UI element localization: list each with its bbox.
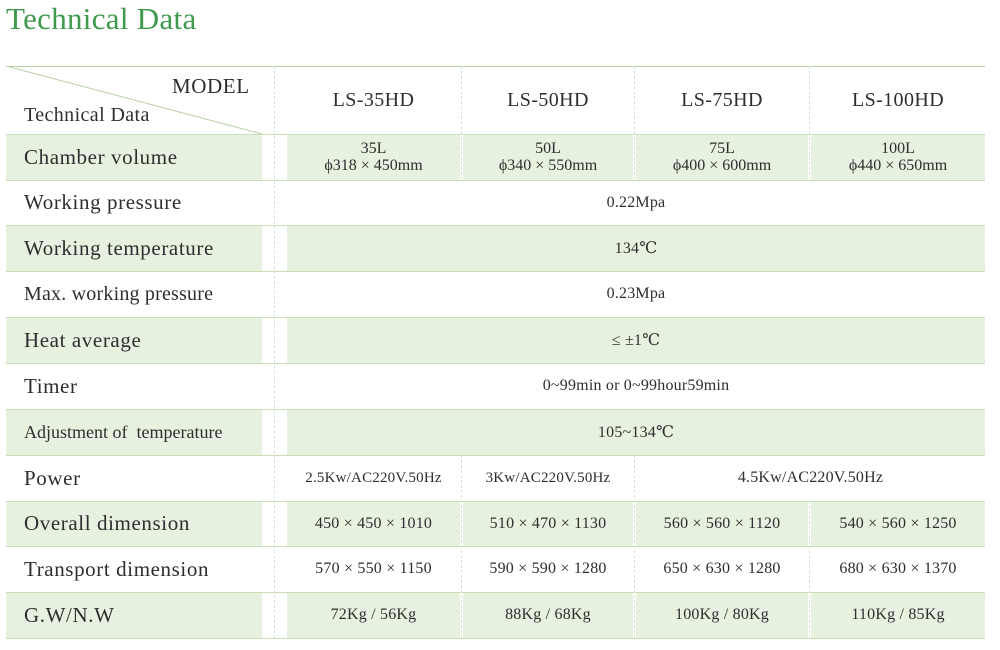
model-ls-35hd: LS-35HD xyxy=(287,66,460,134)
volume-value: 75L xyxy=(709,140,735,157)
power-ls-75hd-ls-100hd: 4.5Kw/AC220V.50Hz xyxy=(636,455,985,501)
volume-value: 35L xyxy=(360,140,387,157)
transport-dimension-ls-100hd: 680 × 630 × 1370 xyxy=(811,546,985,592)
row-divider xyxy=(6,546,985,547)
label-working-temperature: Working temperature xyxy=(6,225,262,271)
weight-ls-35hd: 72Kg / 56Kg xyxy=(287,592,460,638)
row-timer xyxy=(0,363,1000,409)
chamber-size-value: ϕ400 × 600mm xyxy=(672,157,772,174)
row-divider xyxy=(6,225,985,226)
chamber-volume-ls-35hd xyxy=(287,134,460,180)
label-chamber-volume: Chamber volume xyxy=(6,134,262,180)
header-row xyxy=(0,66,1000,134)
overall-dimension-ls-50hd: 510 × 470 × 1130 xyxy=(463,501,633,546)
overall-dimension-ls-75hd: 560 × 560 × 1120 xyxy=(636,501,808,546)
page-title: Technical Data xyxy=(6,1,197,36)
transport-dimension-ls-75hd: 650 × 630 × 1280 xyxy=(636,546,808,592)
column-separator xyxy=(461,66,462,180)
row-divider xyxy=(6,271,985,272)
volume-value: 100L xyxy=(881,140,915,157)
timer-value: 0~99min or 0~99hour59min xyxy=(287,363,985,409)
transport-dimension-ls-50hd: 590 × 590 × 1280 xyxy=(463,546,633,592)
chamber-volume-ls-100hd xyxy=(811,134,985,180)
row-transport-dimension xyxy=(0,546,1000,592)
chamber-volume-ls-75hd xyxy=(636,134,808,180)
corner-model-label: MODEL xyxy=(172,74,250,98)
chamber-volume-ls-50hd xyxy=(463,134,633,180)
transport-dimension-ls-35hd: 570 × 550 × 1150 xyxy=(287,546,460,592)
row-adjustment-of-temperature xyxy=(0,409,1000,455)
working-temperature-value: 134℃ xyxy=(287,225,985,271)
chamber-size-value: ϕ318 × 450mm xyxy=(324,157,423,174)
working-pressure-value: 0.22Mpa xyxy=(287,180,985,225)
label-power: Power xyxy=(6,455,262,501)
column-separator xyxy=(634,66,635,180)
weight-ls-100hd: 110Kg / 85Kg xyxy=(811,592,985,638)
label-transport-dimension: Transport dimension xyxy=(6,546,262,592)
volume-value: 50L xyxy=(535,140,561,157)
overall-dimension-ls-35hd: 450 × 450 × 1010 xyxy=(287,501,460,546)
row-divider xyxy=(6,180,985,181)
row-max-working-pressure xyxy=(0,271,1000,317)
label-heat-average: Heat average xyxy=(6,317,262,363)
row-divider xyxy=(6,501,985,502)
model-ls-75hd: LS-75HD xyxy=(636,66,808,134)
weight-ls-50hd: 88Kg / 68Kg xyxy=(463,592,633,638)
table-top-rule xyxy=(6,66,985,67)
row-divider xyxy=(6,317,985,318)
label-weight: G.W/N.W xyxy=(6,592,262,638)
power-ls-50hd: 3Kw/AC220V.50Hz xyxy=(463,455,633,501)
model-ls-50hd: LS-50HD xyxy=(463,66,633,134)
heat-average-value: ≤ ±1℃ xyxy=(287,317,985,363)
column-separator xyxy=(634,455,635,638)
chamber-size-value: ϕ440 × 650mm xyxy=(848,157,948,174)
chamber-size-value: ϕ340 × 550mm xyxy=(498,157,598,174)
weight-ls-75hd: 100Kg / 80Kg xyxy=(636,592,808,638)
table-bottom-rule xyxy=(6,638,985,639)
column-separator xyxy=(809,66,810,180)
column-separator xyxy=(461,455,462,638)
row-weight xyxy=(0,592,1000,638)
label-adjustment-of-temperature: Adjustment of temperature xyxy=(6,409,262,455)
row-chamber-volume xyxy=(0,134,1000,180)
column-separator xyxy=(809,501,810,638)
row-divider xyxy=(6,409,985,410)
row-working-pressure xyxy=(0,180,1000,225)
adjustment-of-temperature-value: 105~134℃ xyxy=(287,409,985,455)
row-divider xyxy=(6,134,985,135)
row-overall-dimension xyxy=(0,501,1000,546)
row-working-temperature xyxy=(0,225,1000,271)
row-power xyxy=(0,455,1000,501)
overall-dimension-ls-100hd: 540 × 560 × 1250 xyxy=(811,501,985,546)
label-timer: Timer xyxy=(6,363,262,409)
row-divider xyxy=(6,455,985,456)
label-working-pressure: Working pressure xyxy=(6,180,262,225)
column-separator xyxy=(274,66,275,638)
row-divider xyxy=(6,592,985,593)
label-overall-dimension: Overall dimension xyxy=(6,501,262,546)
corner-technical-data-label: Technical Data xyxy=(24,104,150,126)
label-max-working-pressure: Max. working pressure xyxy=(6,271,262,317)
power-ls-35hd: 2.5Kw/AC220V.50Hz xyxy=(287,455,460,501)
row-heat-average xyxy=(0,317,1000,363)
row-divider xyxy=(6,363,985,364)
model-ls-100hd: LS-100HD xyxy=(811,66,985,134)
max-working-pressure-value: 0.23Mpa xyxy=(287,271,985,317)
